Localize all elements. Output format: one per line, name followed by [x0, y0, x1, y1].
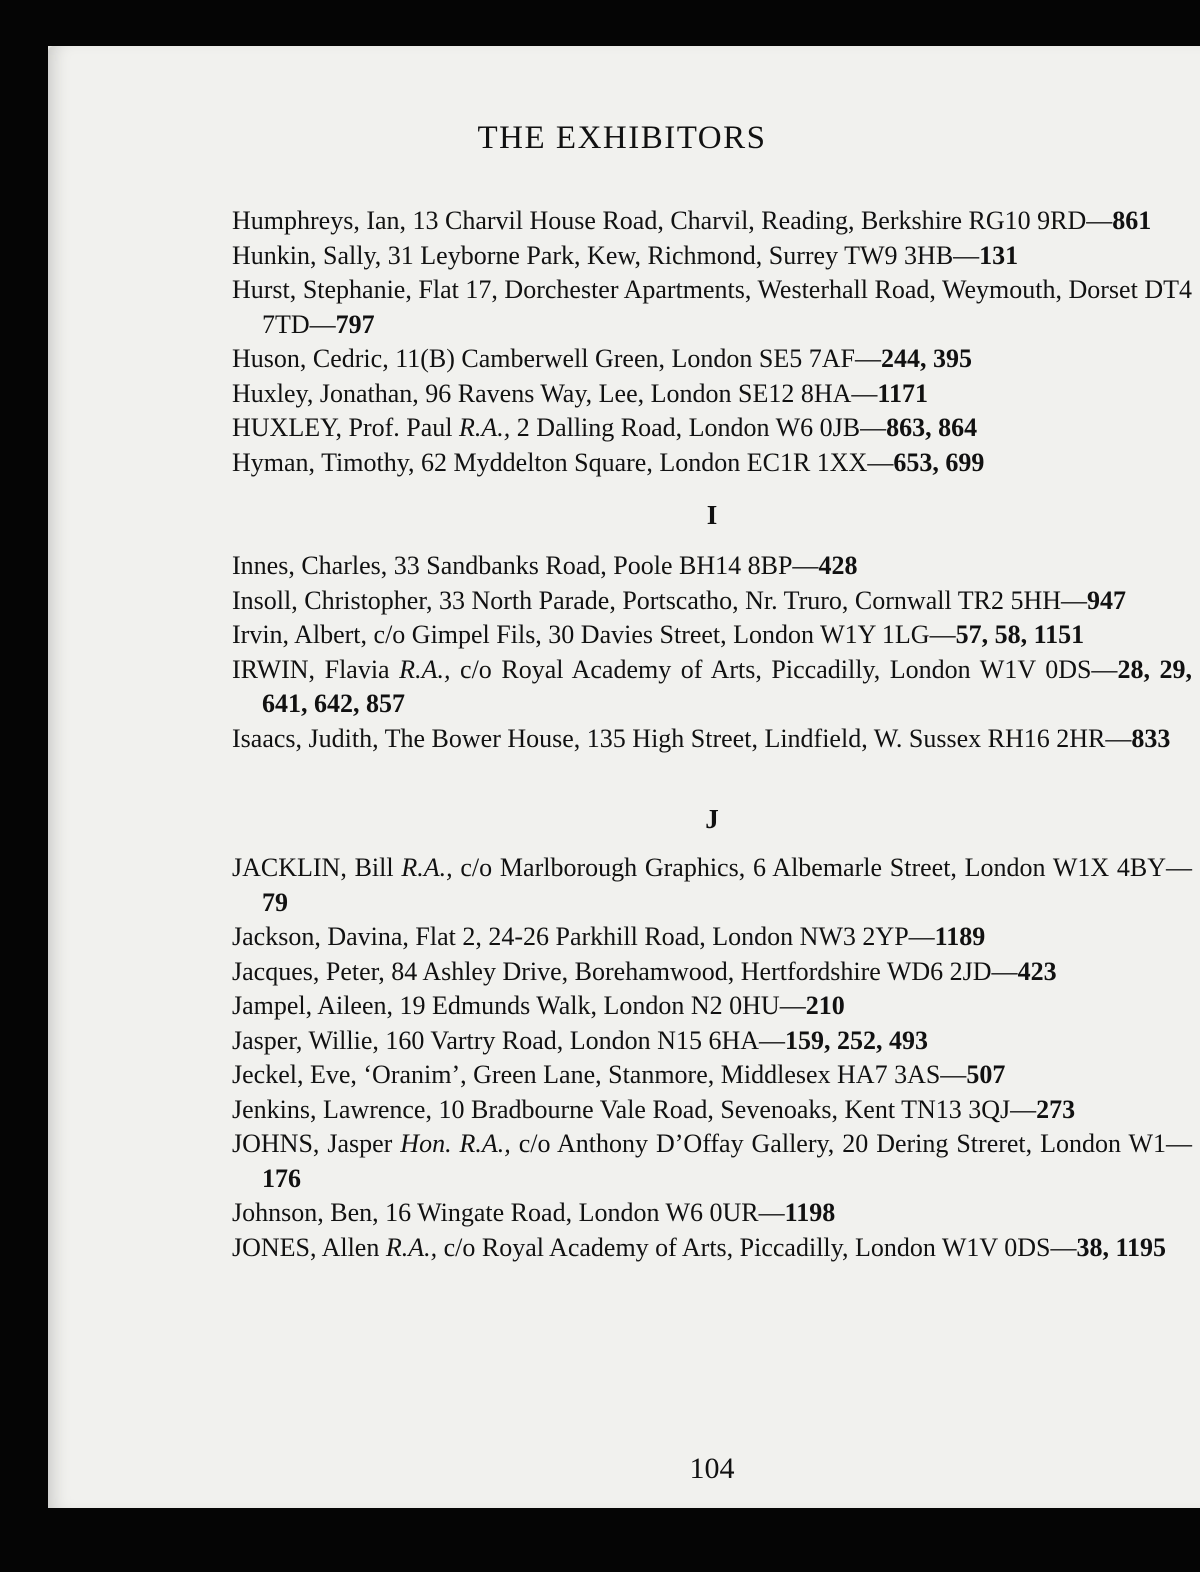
exhibitor-entry: Johnson, Ben, 16 Wingate Road, London W6 0UR—1198	[232, 1198, 836, 1227]
section-letter-j: J	[705, 804, 719, 834]
exhibitor-entry: Jackson, Davina, Flat 2, 24-26 Parkhill Road, London NW3 2YP—1189	[232, 922, 986, 951]
exhibitor-entry: Jacques, Peter, 84 Ashley Drive, Borehamwood, Hertfordshire WD6 2JD—423	[232, 956, 1057, 986]
page-number: 104	[689, 1452, 735, 1485]
exhibitor-entry: JOHNS, Jasper Hon. R.A., c/o Anthony D’Offay Gallery, 20 Dering Streret, London W1—176	[232, 1129, 1193, 1193]
section-letter-i: I	[706, 500, 718, 530]
exhibitor-entry: Hunkin, Sally, 31 Leyborne Park, Kew, Richmond, Surrey TW9 3HB—131	[232, 240, 1019, 270]
exhibitor-entry: JACKLIN, Bill R.A., c/o Marlborough Graphics, 6 Albemarle Street, London W1X 4BY—79	[232, 853, 1193, 917]
exhibitor-entry: Jenkins, Lawrence, 10 Bradbourne Vale Road, Sevenoaks, Kent TN13 3QJ—273	[232, 1094, 1076, 1124]
exhibitor-entry: Irvin, Albert, c/o Gimpel Fils, 30 Davies Street, London W1Y 1LG—57, 58, 1151	[232, 620, 1085, 649]
exhibitor-entry: Huson, Cedric, 11(B) Camberwell Green, London SE5 7AF—244, 395	[232, 344, 972, 373]
exhibitor-entry: Humphreys, Ian, 13 Charvil House Road, Charvil, Reading, Berkshire RG10 9RD—861	[232, 206, 1152, 235]
exhibitor-list	[232, 204, 1192, 1265]
exhibitor-entry: Innes, Charles, 33 Sandbanks Road, Poole BH14 8BP—428	[232, 551, 858, 580]
exhibitor-entry: Jeckel, Eve, ‘Oranim’, Green Lane, Stanmore, Middlesex HA7 3AS—507	[232, 1060, 1006, 1089]
page-title: THE EXHIBITORS	[477, 120, 767, 156]
section-j	[232, 851, 1192, 1265]
exhibitor-entry: Jasper, Willie, 160 Vartry Road, London N15 6HA—159, 252, 493	[232, 1025, 929, 1055]
exhibitor-entry: Isaacs, Judith, The Bower House, 135 High Street, Lindfield, W. Sussex RH16 2HR—833	[232, 723, 1171, 753]
book-page	[48, 46, 1200, 1508]
exhibitor-entry: IRWIN, Flavia R.A., c/o Royal Academy of Arts, Piccadilly, London W1V 0DS—28, 29, 641, 642, 857	[232, 654, 1193, 718]
exhibitor-entry: Hyman, Timothy, 62 Myddelton Square, London EC1R 1XX—653, 699	[232, 447, 985, 477]
exhibitor-entry: Jampel, Aileen, 19 Edmunds Walk, London N2 0HU—210	[232, 991, 845, 1020]
section-i	[232, 549, 1192, 756]
exhibitor-entry: Hurst, Stephanie, Flat 17, Dorchester Apartments, Westerhall Road, Weymouth, Dorset DT4 7TD—797	[232, 275, 1192, 339]
exhibitor-entry: Insoll, Christopher, 33 North Parade, Portscatho, Nr. Truro, Cornwall TR2 5HH—947	[232, 585, 1126, 615]
exhibitor-entry: Huxley, Jonathan, 96 Ravens Way, Lee, London SE12 8HA—1171	[232, 378, 928, 408]
section-h	[232, 204, 1192, 480]
exhibitor-entry: JONES, Allen R.A., c/o Royal Academy of Arts, Piccadilly, London W1V 0DS—38, 1195	[232, 1232, 1167, 1262]
exhibitor-entry: HUXLEY, Prof. Paul R.A., 2 Dalling Road, London W6 0JB—863, 864	[232, 413, 978, 442]
